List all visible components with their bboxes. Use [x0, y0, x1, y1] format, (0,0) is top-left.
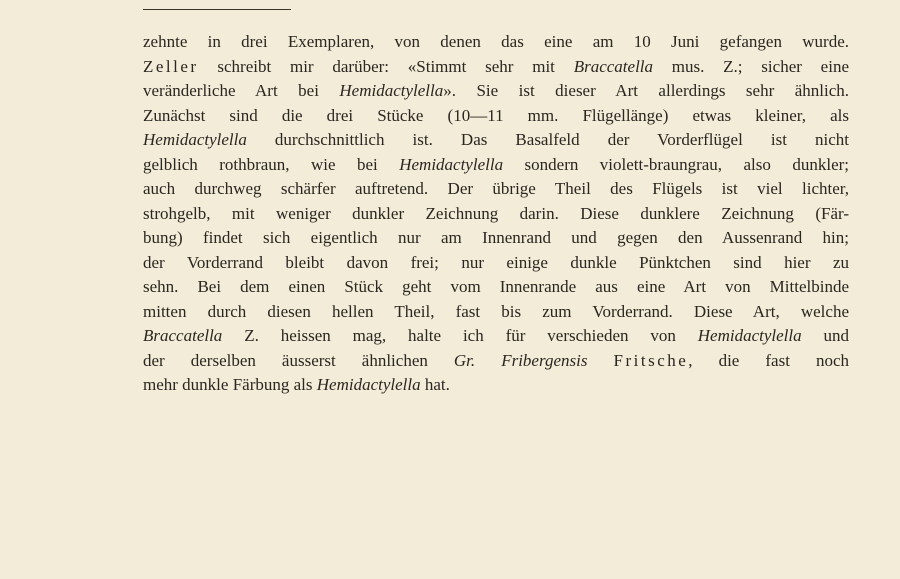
- text-line: [143, 55, 849, 80]
- text-segment: sondern violett-braungrau, also dunkler;: [503, 154, 849, 174]
- text-segment: ». Sie ist dieser Art allerdings sehr ähnlich.: [443, 81, 849, 100]
- text-line: [143, 275, 849, 300]
- text-segment: Hemidactylella: [143, 130, 247, 149]
- text-segment: Fritsche: [613, 350, 689, 370]
- page-text: [143, 30, 849, 398]
- text-segment: mitten durch diesen hellen Theil, fast bis zum Vorderrand. Diese Art, welche: [143, 301, 849, 321]
- text-segment: Zunächst sind die drei Stücke (10—11 mm. Flügellänge) etwas kleiner, als: [143, 105, 849, 125]
- text-segment: [587, 351, 613, 370]
- text-line: [143, 104, 849, 129]
- text-segment: Zeller: [143, 56, 199, 76]
- text-segment: sehn. Bei dem einen Stück geht vom Innenrande aus eine Art von Mittelbinde: [143, 277, 849, 296]
- text-segment: gelblich rothbraun, wie bei: [143, 154, 400, 174]
- text-line: [143, 79, 849, 104]
- text-line: [143, 30, 849, 55]
- text-segment: mus. Z.; sicher eine: [653, 56, 849, 76]
- text-segment: Braccatella: [573, 56, 654, 76]
- text-line: [143, 202, 849, 227]
- text-segment: Hemidactylella: [316, 375, 421, 394]
- text-line: [143, 300, 849, 325]
- text-segment: bung) findet sich eigentlich nur am Innenrand und gegen den Aussenrand hin;: [143, 228, 849, 247]
- text-line: [143, 128, 849, 153]
- text-line: [143, 153, 849, 178]
- text-segment: veränderliche Art bei: [143, 81, 340, 100]
- text-segment: , die fast noch: [688, 350, 850, 370]
- text-segment: Hemidactylella: [399, 154, 504, 174]
- text-line: [143, 226, 849, 251]
- text-segment: mehr dunkle Färbung als: [143, 375, 317, 394]
- text-segment: Hemidactylella: [697, 326, 802, 345]
- text-segment: Gr. Fribergensis: [453, 350, 588, 370]
- text-segment: Hemidactylella: [339, 81, 444, 100]
- text-segment: auch durchweg schärfer auftretend. Der übrige Theil des Flügels ist viel lichter,: [143, 179, 849, 198]
- text-segment: und: [801, 326, 850, 345]
- text-line: [143, 251, 849, 276]
- text-segment: strohgelb, mit weniger dunkler Zeichnung darin. Diese dunklere Zeichnung (Fär-: [143, 203, 849, 223]
- text-segment: der derselben äusserst ähnlichen: [143, 350, 454, 370]
- text-segment: Z. heissen mag, halte ich für verschieden von: [222, 326, 698, 345]
- text-segment: durchschnittlich ist. Das Basalfeld der Vorderflügel ist nicht: [246, 130, 849, 149]
- text-segment: schreibt mir darüber: «Stimmt sehr mit: [198, 56, 574, 76]
- text-line: [143, 349, 849, 374]
- text-segment: der Vorderrand bleibt davon frei; nur einige dunkle Pünktchen sind hier zu: [143, 252, 849, 272]
- text-segment: zehnte in drei Exemplaren, von denen das eine am 10 Juni gefangen wurde.: [143, 32, 849, 51]
- text-line: [143, 177, 849, 202]
- text-line: [143, 324, 849, 349]
- text-segment: hat.: [420, 375, 450, 394]
- text-segment: Braccatella: [143, 326, 223, 345]
- text-line: [143, 373, 849, 398]
- top-rule: [143, 9, 291, 10]
